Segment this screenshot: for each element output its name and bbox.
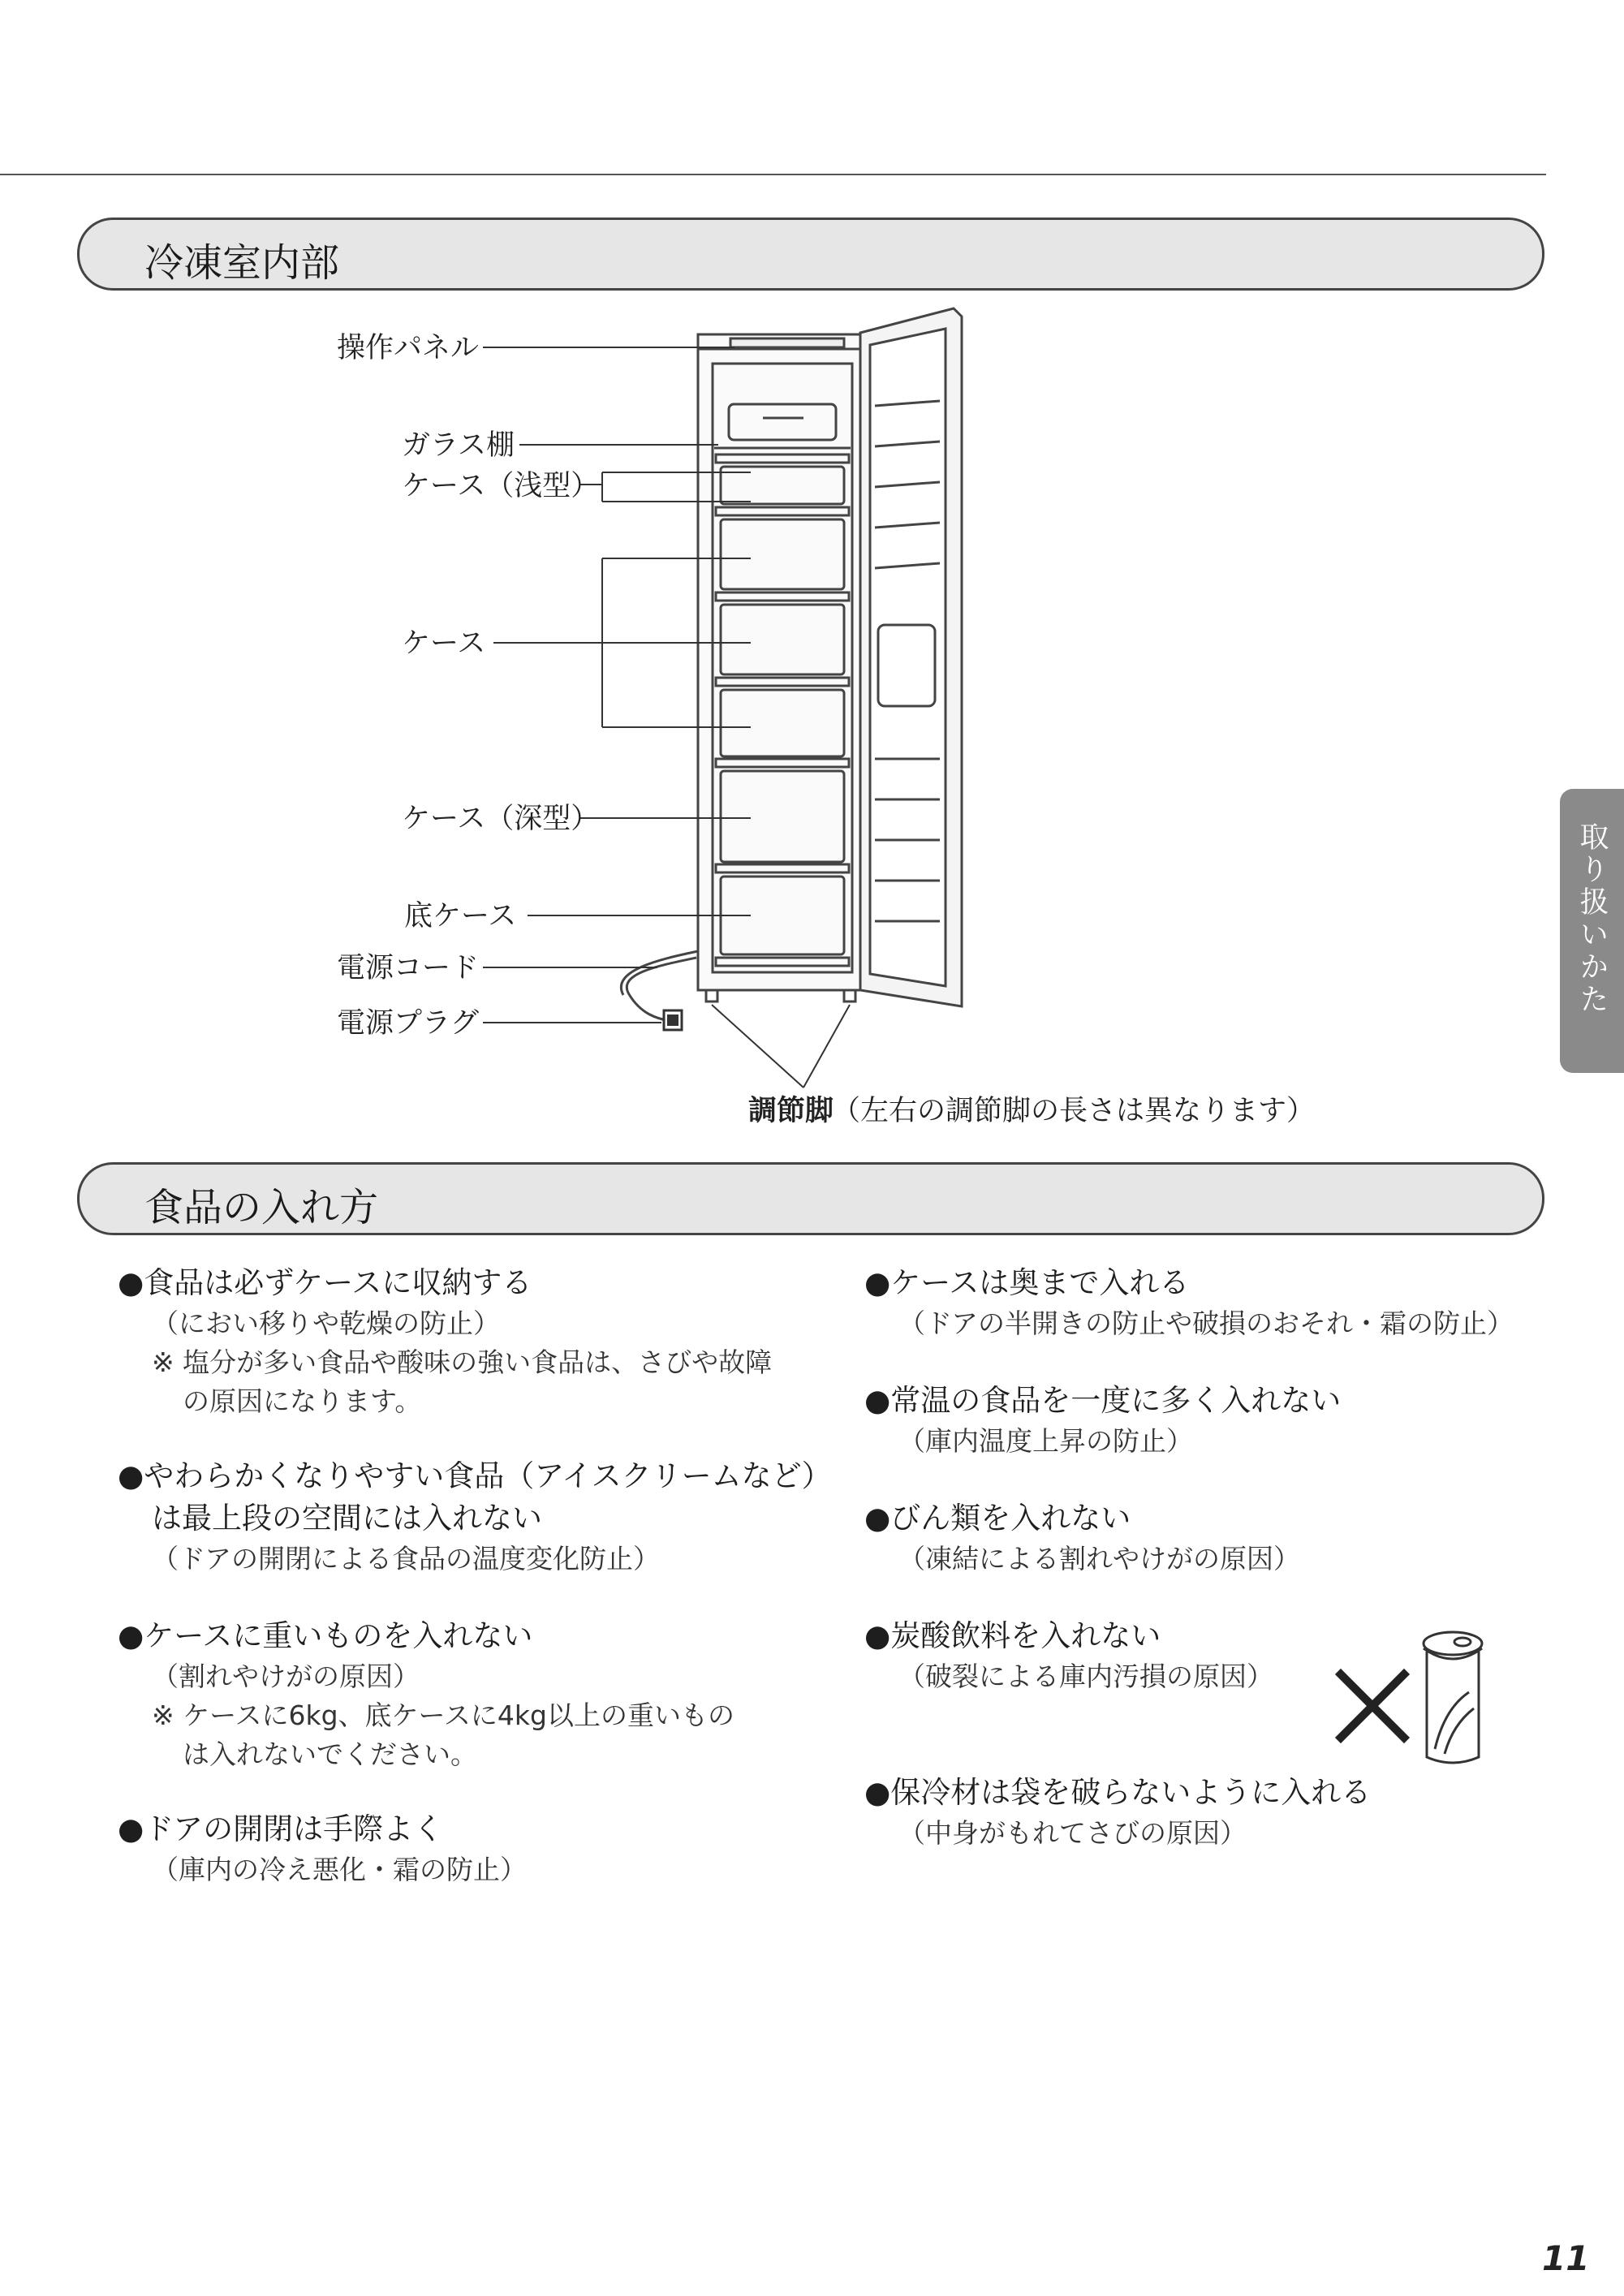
- item-note: ※ 塩分が多い食品や酸味の強い食品は、さびや故障: [152, 1346, 773, 1378]
- list-item: [118, 1455, 832, 1579]
- side-tab: [1560, 789, 1624, 1073]
- cross-mark-icon: [1341, 1674, 1404, 1738]
- page-number: 11: [1542, 2238, 1590, 2278]
- section-title-interior: 冷凍室内部: [144, 240, 340, 286]
- can-icon: [1424, 1632, 1482, 1763]
- label-adjuster-note: （左右の調節脚の長さは異なります）: [832, 1095, 1316, 1127]
- label-case-deep: ケース（深型）: [402, 803, 600, 835]
- label-case: ケース: [402, 627, 486, 660]
- label-adjuster: 調節脚: [748, 1095, 834, 1127]
- list-item: [864, 1772, 1371, 1853]
- list-item: [118, 1808, 527, 1889]
- item-sub: （ドアの半開きの防止や破損のおそれ・霜の防止）: [898, 1307, 1514, 1339]
- item-heading: ●ケースに重いものを入れない: [118, 1618, 533, 1653]
- label-bottom-case: 底ケース: [404, 900, 517, 933]
- label-case-shallow: ケース（浅型）: [402, 470, 600, 502]
- item-sub: （破裂による庫内汚損の原因）: [898, 1661, 1273, 1692]
- label-panel: 操作パネル: [337, 332, 480, 364]
- freezer-door: [860, 308, 962, 1006]
- label-glass-shelf: ガラス棚: [402, 429, 515, 462]
- item-note-cont: の原因になります。: [183, 1385, 422, 1417]
- list-item: [118, 1615, 734, 1774]
- freezer-cabinet: [698, 334, 864, 1002]
- label-power-plug: 電源プラグ: [337, 1007, 480, 1040]
- item-heading: ●びん類を入れない: [864, 1501, 1131, 1536]
- label-power-cord: 電源コード: [337, 952, 480, 984]
- list-item: [864, 1380, 1341, 1461]
- item-heading: ●常温の食品を一度に多く入れない: [864, 1383, 1342, 1418]
- item-sub: （割れやけがの原因）: [152, 1661, 420, 1692]
- item-sub: （におい移りや乾燥の防止）: [152, 1307, 500, 1339]
- item-heading-cont: は最上段の空間には入れない: [152, 1501, 542, 1536]
- item-sub: （凍結による割れやけがの原因）: [898, 1543, 1300, 1574]
- power-cord: [621, 951, 698, 1021]
- side-tab-label: 取り扱いかた: [1575, 821, 1609, 1016]
- power-plug-icon: [664, 1010, 682, 1030]
- item-heading: ●やわらかくなりやすい食品（アイスクリームなど）: [118, 1458, 832, 1493]
- item-sub: （庫内の冷え悪化・霜の防止）: [152, 1854, 527, 1885]
- item-sub: （庫内温度上昇の防止）: [898, 1425, 1193, 1457]
- prohibited-can-icon: [1331, 1619, 1518, 1781]
- item-sub: （中身がもれてさびの原因）: [898, 1817, 1247, 1849]
- item-heading: ●炭酸飲料を入れない: [864, 1618, 1161, 1653]
- item-heading: ●ドアの開閉は手際よく: [118, 1811, 444, 1846]
- item-note: ※ ケースに6kg、底ケースに4kg以上の重いもの: [152, 1699, 734, 1731]
- section-title-food: 食品の入れ方: [144, 1185, 379, 1230]
- list-item: [864, 1497, 1300, 1579]
- item-sub: （ドアの開閉による食品の温度変化防止）: [152, 1543, 661, 1574]
- section-header-food: [77, 1162, 1544, 1235]
- list-item: [864, 1262, 1514, 1343]
- list-item: [864, 1615, 1273, 1696]
- item-heading: ●保冷材は袋を破らないように入れる: [864, 1775, 1372, 1810]
- item-note-cont: は入れないでください。: [183, 1738, 477, 1770]
- item-heading: ●食品は必ずケースに収納する: [118, 1265, 532, 1300]
- item-heading: ●ケースは奥まで入れる: [864, 1265, 1190, 1300]
- list-item: [118, 1262, 772, 1421]
